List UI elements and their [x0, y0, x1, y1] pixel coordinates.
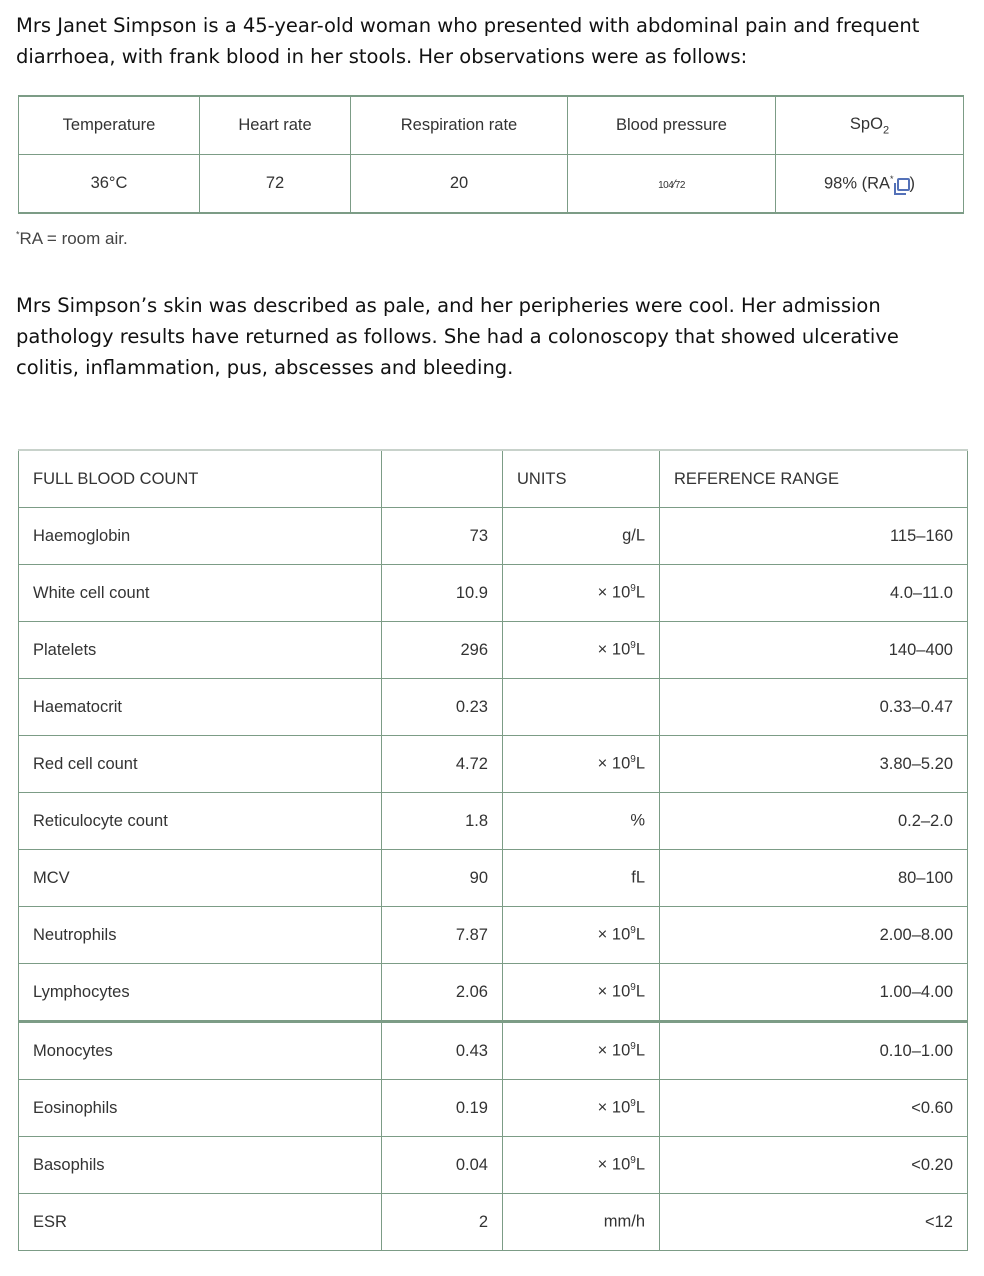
- lab-test-value: 1.8: [382, 793, 503, 850]
- full-blood-count-table: [18, 449, 968, 1251]
- lab-test-value: 0.04: [382, 1137, 503, 1194]
- lab-test-value: 0.43: [382, 1022, 503, 1080]
- lab-reference-range: 80–100: [660, 850, 968, 907]
- footnote-text: RA = room air.: [19, 229, 128, 248]
- lab-reference-range: <12: [660, 1194, 968, 1251]
- lab-test-name: Haemoglobin: [19, 508, 382, 565]
- lab-test-unit: [503, 793, 660, 850]
- lab-test-name: MCV: [19, 850, 382, 907]
- lab-reference-range: 2.00–8.00: [660, 907, 968, 964]
- lab-row: [19, 622, 968, 679]
- unit-suffix: L: [635, 640, 645, 659]
- unit-base: %: [630, 811, 645, 830]
- lab-test-unit: [503, 565, 660, 622]
- footnote-mark: *: [16, 229, 20, 240]
- lab-test-value: 4.72: [382, 736, 503, 793]
- lab-reference-range: <0.20: [660, 1137, 968, 1194]
- unit-base: g/L: [622, 526, 645, 545]
- lab-test-name: Monocytes: [19, 1022, 382, 1080]
- lab-reference-range: <0.60: [660, 1080, 968, 1137]
- unit-base: × 10: [597, 1155, 631, 1174]
- lab-reference-range: 140–400: [660, 622, 968, 679]
- unit-base: × 10: [597, 640, 631, 659]
- heart-rate-header: Heart rate: [200, 96, 351, 155]
- observations-header-row: [19, 96, 964, 155]
- lab-test-unit: [503, 622, 660, 679]
- lab-test-name: Reticulocyte count: [19, 793, 382, 850]
- lab-test-unit: [503, 1194, 660, 1251]
- unit-exponent: 9: [630, 982, 636, 994]
- unit-exponent: 9: [630, 583, 636, 595]
- lab-test-value: 296: [382, 622, 503, 679]
- bp-diastolic: 72: [674, 180, 685, 191]
- unit-suffix: L: [635, 1155, 645, 1174]
- lab-test-value: 0.23: [382, 679, 503, 736]
- room-air-footnote: [16, 229, 128, 249]
- intro-paragraph: Mrs Janet Simpson is a 45-year-old woman who presented with abdominal pain and frequent diarrhoea, with frank blood in her stools. Her observations were as follows:: [16, 14, 920, 68]
- lab-reference-range: 0.33–0.47: [660, 679, 968, 736]
- lab-test-name: ESR: [19, 1194, 382, 1251]
- lab-row: [19, 508, 968, 565]
- lab-test-name: Platelets: [19, 622, 382, 679]
- unit-suffix: L: [635, 982, 645, 1001]
- spo2-close-paren: ): [909, 174, 916, 193]
- unit-base: × 10: [597, 1098, 631, 1117]
- respiration-rate-value: 20: [351, 155, 568, 214]
- respiration-rate-header: Respiration rate: [351, 96, 568, 155]
- lab-row: [19, 793, 968, 850]
- unit-suffix: L: [635, 583, 645, 602]
- lab-test-unit: [503, 679, 660, 736]
- lab-row: [19, 736, 968, 793]
- lab-header-reference: REFERENCE RANGE: [660, 450, 968, 508]
- blood-pressure-header: Blood pressure: [568, 96, 776, 155]
- lab-test-name: White cell count: [19, 565, 382, 622]
- observations-table: [18, 95, 964, 214]
- lab-test-value: 73: [382, 508, 503, 565]
- lab-test-unit: [503, 1022, 660, 1080]
- lab-row: [19, 1194, 968, 1251]
- unit-exponent: 9: [630, 754, 636, 766]
- lab-reference-range: 1.00–4.00: [660, 964, 968, 1022]
- lab-reference-range: 4.0–11.0: [660, 565, 968, 622]
- lab-test-value: 0.19: [382, 1080, 503, 1137]
- lab-test-value: 90: [382, 850, 503, 907]
- lab-test-unit: [503, 736, 660, 793]
- spo2-value: [776, 155, 964, 214]
- blood-pressure-value: 104⁄72: [568, 155, 776, 214]
- bp-systolic: 104: [658, 180, 674, 191]
- lab-row: [19, 1080, 968, 1137]
- unit-base: × 10: [597, 754, 631, 773]
- unit-exponent: 9: [630, 640, 636, 652]
- temperature-value: 36°C: [19, 155, 200, 214]
- lab-test-name: Lymphocytes: [19, 964, 382, 1022]
- lab-row: [19, 1137, 968, 1194]
- lab-row: [19, 850, 968, 907]
- unit-suffix: L: [635, 1098, 645, 1117]
- lab-test-unit: [503, 1137, 660, 1194]
- observations-value-row: [19, 155, 964, 214]
- unit-base: mm/h: [603, 1212, 645, 1231]
- lab-test-name: Neutrophils: [19, 907, 382, 964]
- lab-test-name: Haematocrit: [19, 679, 382, 736]
- lab-reference-range: 3.80–5.20: [660, 736, 968, 793]
- lab-header-name: FULL BLOOD COUNT: [19, 450, 382, 508]
- lab-test-unit: [503, 907, 660, 964]
- lab-test-value: 10.9: [382, 565, 503, 622]
- spo2-value-text: 98% (RA: [823, 174, 890, 193]
- room-air-footnote-marker: *: [890, 173, 894, 184]
- lab-test-unit: [503, 1080, 660, 1137]
- lab-test-name: Basophils: [19, 1137, 382, 1194]
- lab-header-units: UNITS: [503, 450, 660, 508]
- unit-exponent: 9: [630, 1098, 636, 1110]
- lab-test-name: Eosinophils: [19, 1080, 382, 1137]
- lab-test-unit: [503, 508, 660, 565]
- lab-header-row: [19, 450, 968, 508]
- lab-test-value: 2: [382, 1194, 503, 1251]
- lab-test-value: 2.06: [382, 964, 503, 1022]
- lab-row: [19, 565, 968, 622]
- temperature-header: Temperature: [19, 96, 200, 155]
- unit-exponent: 9: [630, 1041, 636, 1053]
- lab-row: [19, 907, 968, 964]
- unit-base: × 10: [597, 982, 631, 1001]
- unit-suffix: L: [635, 754, 645, 773]
- unit-base: × 10: [597, 583, 631, 602]
- unit-exponent: 9: [630, 925, 636, 937]
- spo2-header-subscript: 2: [882, 124, 890, 137]
- lab-test-unit: [503, 850, 660, 907]
- clinical-paragraph: Mrs Simpson’s skin was described as pale, and her peripheries were cool. Her admission pathology results have returned as follows. She had a colonoscopy that showed ulcerative colitis, inflammation, pus, abscesses and bleeding.: [16, 294, 899, 379]
- unit-base: × 10: [597, 925, 631, 944]
- spo2-header-label: SpO: [849, 114, 883, 133]
- heart-rate-value: 72: [200, 155, 351, 214]
- lab-reference-range: 115–160: [660, 508, 968, 565]
- lab-test-unit: [503, 964, 660, 1022]
- lab-test-name: Red cell count: [19, 736, 382, 793]
- lab-test-value: 7.87: [382, 907, 503, 964]
- lab-reference-range: 0.10–1.00: [660, 1022, 968, 1080]
- external-link-icon[interactable]: [897, 178, 910, 191]
- lab-reference-range: 0.2–2.0: [660, 793, 968, 850]
- unit-suffix: L: [635, 925, 645, 944]
- spo2-header: [776, 96, 964, 155]
- lab-row: [19, 1022, 968, 1080]
- lab-row: [19, 679, 968, 736]
- unit-exponent: 9: [630, 1155, 636, 1167]
- lab-row: [19, 964, 968, 1022]
- lab-header-value: [382, 450, 503, 508]
- unit-base: fL: [631, 868, 645, 887]
- unit-base: × 10: [597, 1041, 631, 1060]
- unit-suffix: L: [635, 1041, 645, 1060]
